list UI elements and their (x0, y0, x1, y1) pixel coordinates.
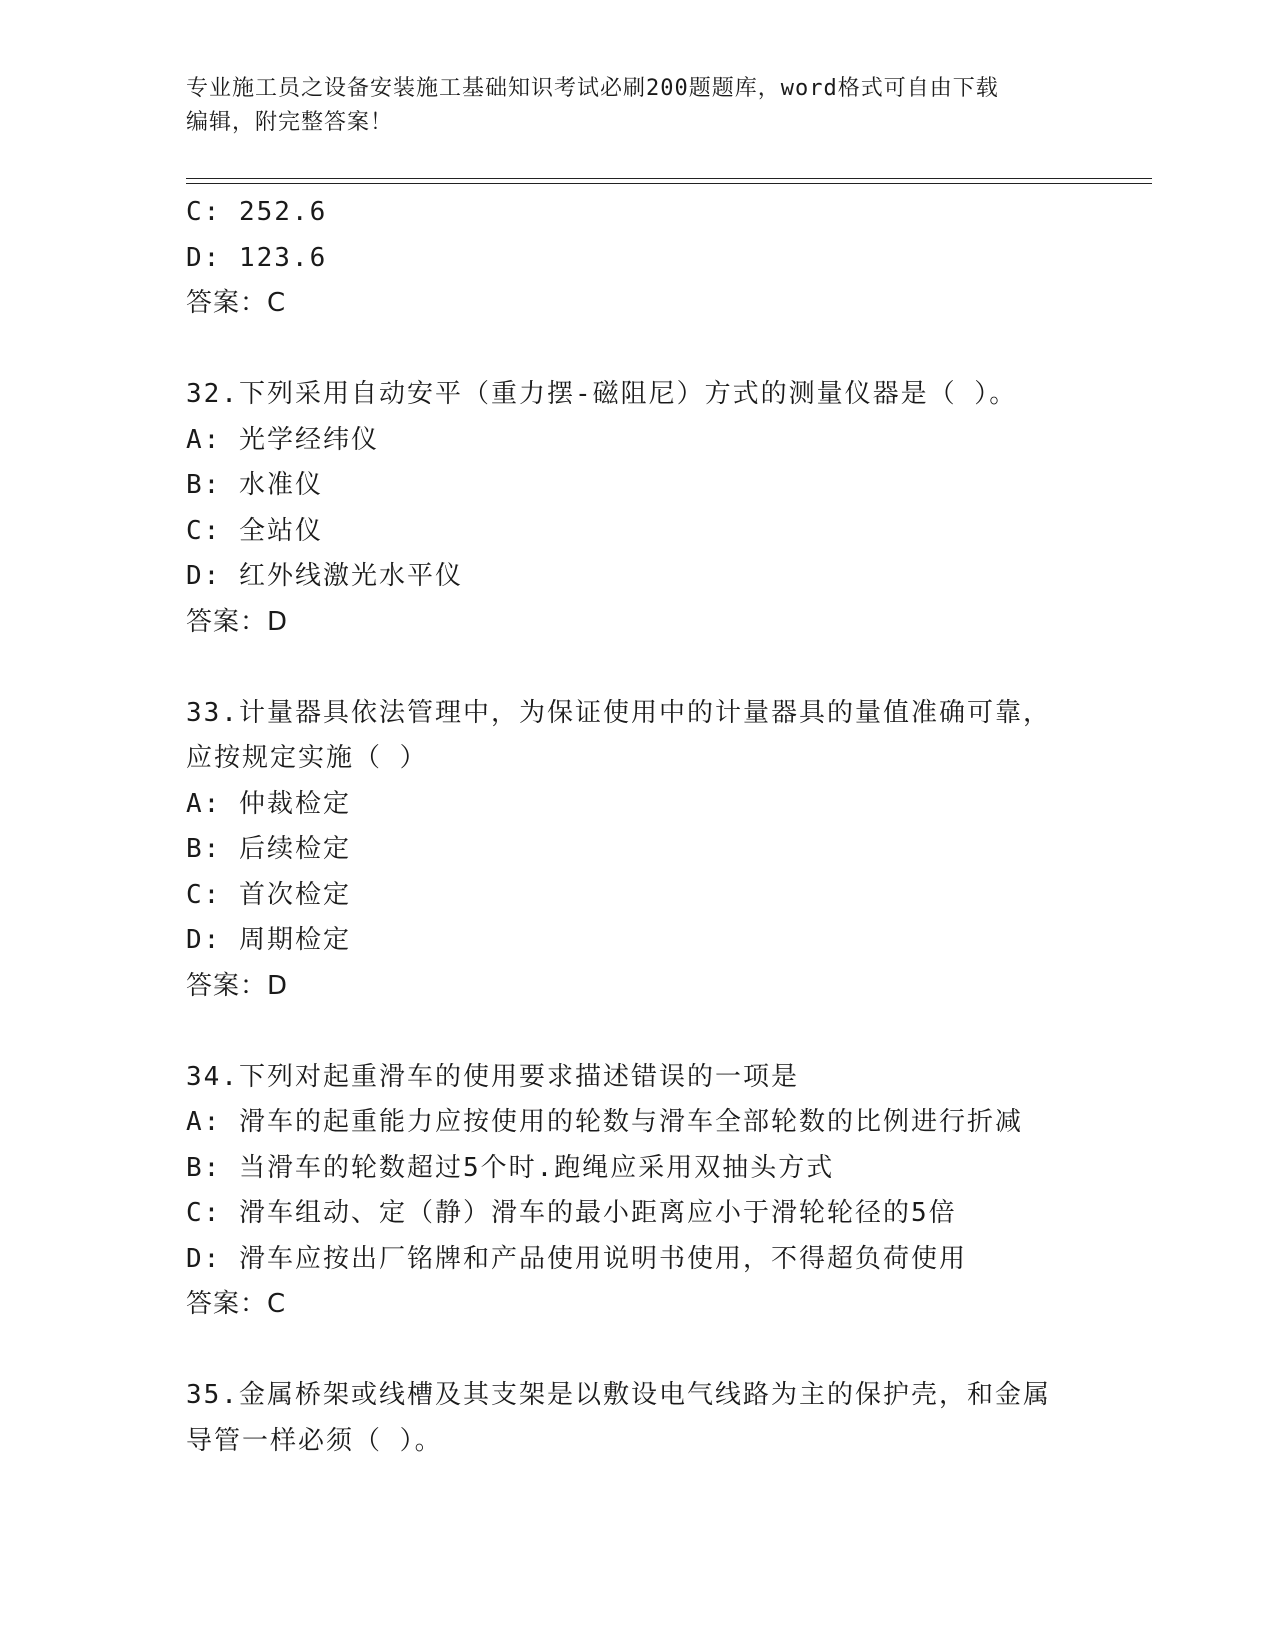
header-title-line-2: 编辑，附完整答案！ (186, 110, 394, 135)
spacer (186, 1009, 1106, 1055)
option-b: B: 当滑车的轮数超过5个时.跑绳应采用双抽头方式 (186, 1152, 835, 1183)
option-a: A: 滑车的起重能力应按使用的轮数与滑车全部轮数的比例进行折减 (186, 1107, 1023, 1137)
option-d: D: 红外线激光水平仪 (186, 561, 463, 591)
question-32-text: 32.下列采用自动安平（重力摆-磁阻尼）方式的测量仪器是（ ）。 (186, 379, 1018, 409)
option-d: D: 周期检定 (186, 925, 351, 955)
option-b: B: 水准仪 (186, 470, 323, 500)
question-35-text-line-1: 35.金属桥架或线槽及其支架是以敷设电气线路为主的保护壳，和金属 (186, 1380, 1051, 1410)
spacer (186, 645, 1106, 691)
spacer (186, 1328, 1106, 1374)
question-34-text: 34.下列对起重滑车的使用要求描述错误的一项是 (186, 1061, 799, 1092)
spacer (186, 327, 1106, 373)
question-33-text-line-2: 应按规定实施（ ） (186, 743, 428, 773)
answer-line: 答案：D (186, 606, 289, 637)
document-body (186, 190, 1106, 1464)
answer-line: 答案：C (186, 288, 287, 318)
option-d: D: 123.6 (186, 242, 328, 273)
answer-line: 答案：D (186, 970, 289, 1001)
option-c: C: 首次检定 (186, 879, 351, 910)
document-header (186, 72, 1086, 140)
option-d: D: 滑车应按出厂铭牌和产品使用说明书使用，不得超负荷使用 (186, 1243, 967, 1274)
answer-line: 答案：C (186, 1289, 287, 1319)
header-divider-top (186, 178, 1152, 179)
option-c: C: 252.6 (186, 197, 328, 227)
question-35-text-line-2: 导管一样必须（ ）。 (186, 1425, 443, 1456)
option-c: C: 全站仪 (186, 515, 323, 546)
header-title-line-1: 专业施工员之设备安装施工基础知识考试必刷200题题库，word格式可自由下载 (186, 76, 999, 101)
option-a: A: 光学经纬仪 (186, 424, 379, 455)
option-a: A: 仲裁检定 (186, 788, 351, 819)
option-b: B: 后续检定 (186, 834, 351, 864)
question-33-text-line-1: 33.计量器具依法管理中，为保证使用中的计量器具的量值准确可靠， (186, 697, 1051, 728)
header-divider-bottom (186, 183, 1152, 184)
option-c: C: 滑车组动、定（静）滑车的最小距离应小于滑轮轮径的5倍 (186, 1198, 957, 1228)
